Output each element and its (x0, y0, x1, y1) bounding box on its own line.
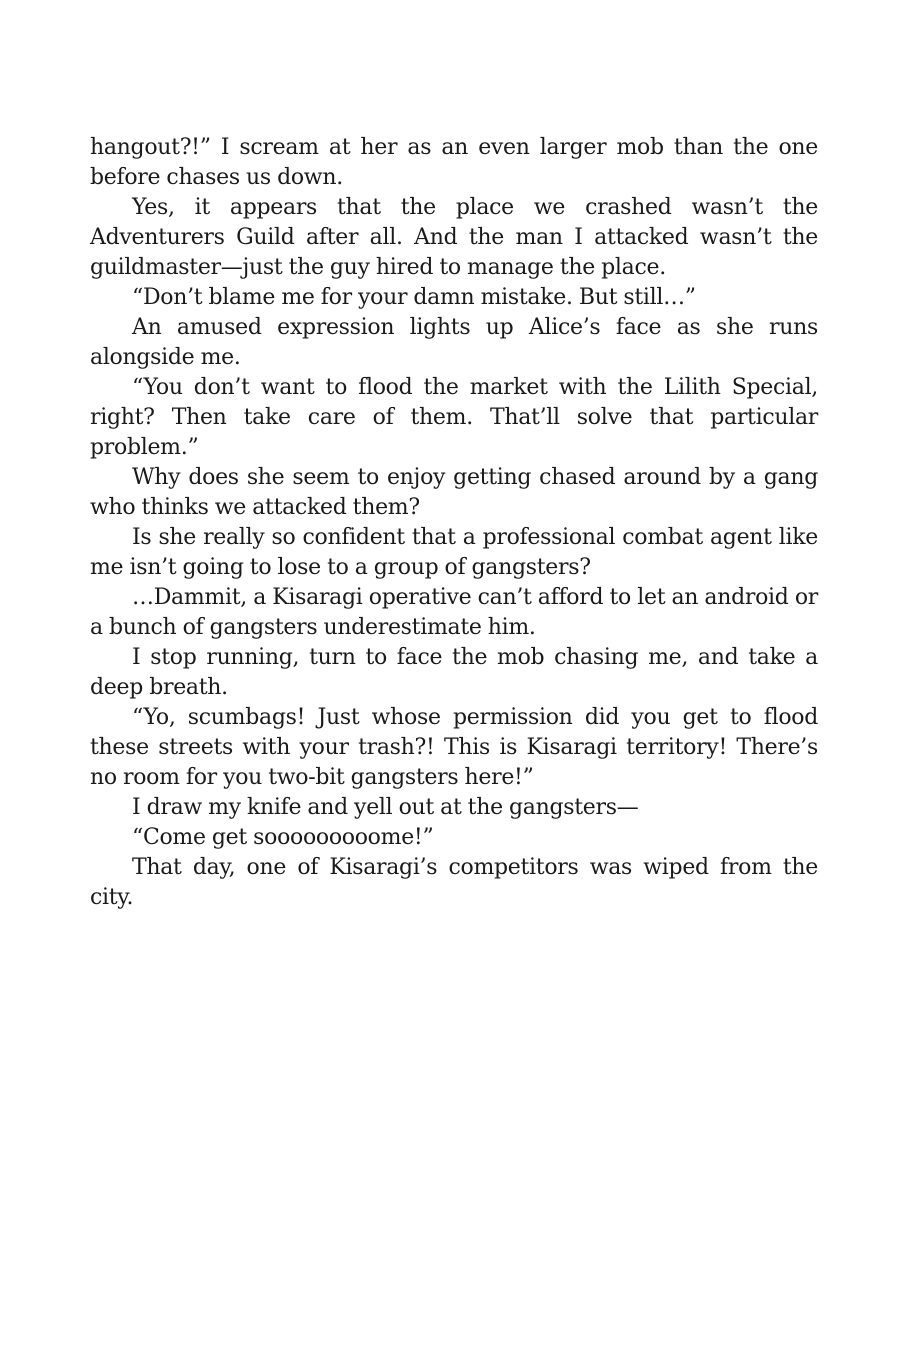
paragraph-11: I draw my knife and yell out at the gangsters— (132, 795, 639, 820)
paragraph-6: Why does she seem to enjoy getting chased around by a gang who thinks we attacked them? (90, 465, 818, 520)
paragraph-3: “Don’t blame me for your damn mistake. But still…” (132, 285, 696, 310)
paragraph-9: I stop running, turn to face the mob chasing me, and take a deep breath. (90, 645, 818, 700)
paragraph-8: …Dammit, a Kisaragi operative can’t afford to let an android or a bunch of gangsters underestimate him. (90, 585, 818, 640)
paragraph-5: “You don’t want to flood the market with the Lilith Special, right? Then take care of them. That’ll solve that particular problem.” (90, 375, 818, 460)
paragraph-7: Is she really so confident that a professional combat agent like me isn’t going to lose to a group of gangsters? (90, 525, 818, 580)
paragraph-2: Yes, it appears that the place we crashed wasn’t the Adventurers Guild after all. And the man I attacked wasn’t the guildmaster—just the guy hired to manage the place. (90, 195, 818, 280)
paragraph-13: That day, one of Kisaragi’s competitors was wiped from the city. (90, 855, 818, 910)
paragraph-1: hangout?!” I scream at her as an even larger mob than the one before chases us down. (90, 135, 818, 190)
paragraph-12: “Come get sooooooooome!” (132, 825, 434, 850)
paragraph-4: An amused expression lights up Alice’s face as she runs alongside me. (90, 315, 818, 370)
body-text (90, 133, 818, 913)
paragraph-10: “Yo, scumbags! Just whose permission did you get to flood these streets with your trash?! This is Kisaragi territory! There’s no room for you two-bit gangsters here!” (90, 705, 818, 790)
